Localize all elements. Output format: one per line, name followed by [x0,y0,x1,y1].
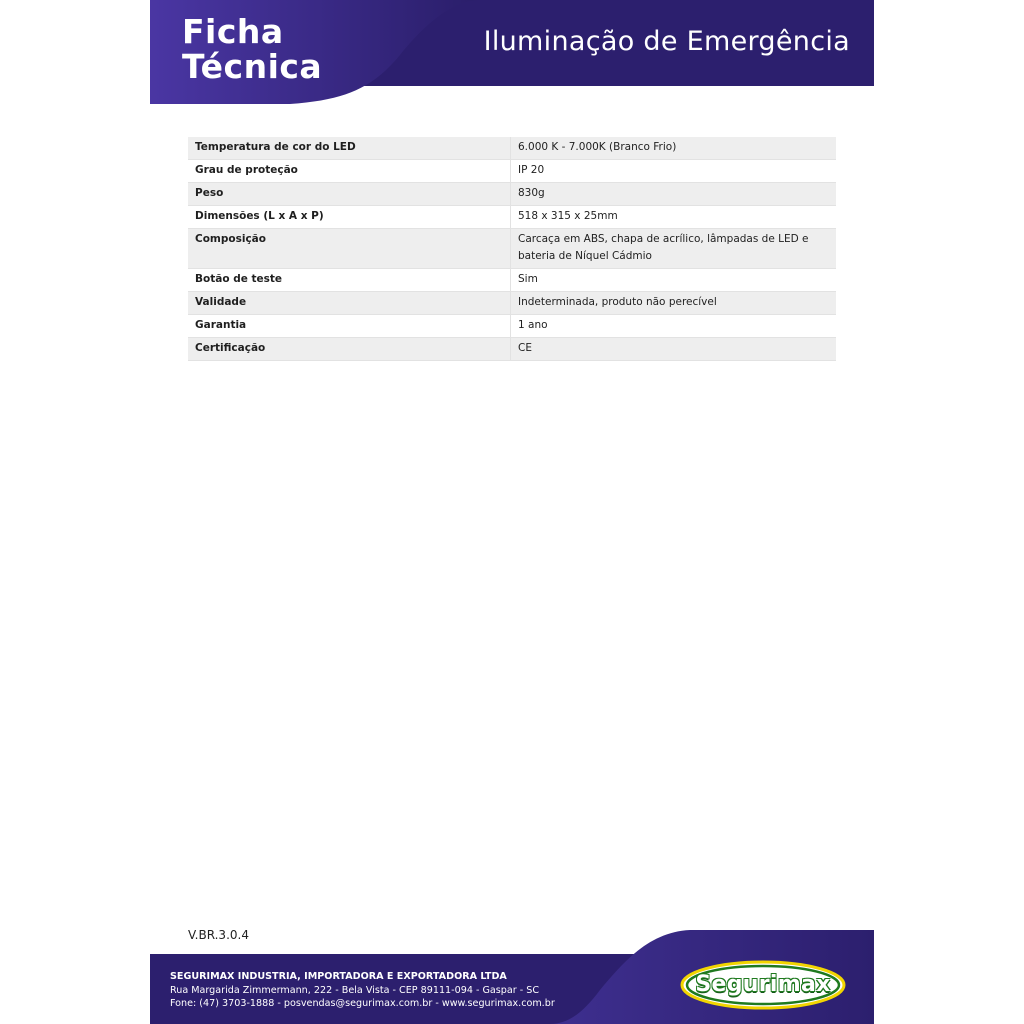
spec-row [188,338,836,361]
company-contact: Fone: (47) 3703-1888 - posvendas@segurimax.com.br - www.segurimax.com.br [170,998,555,1009]
spec-row [188,292,836,315]
header-banner [150,0,874,104]
spec-row [188,269,836,292]
spec-row [188,183,836,206]
spec-label: Certificação [188,338,511,361]
spec-row [188,137,836,160]
spec-label: Botão de teste [188,269,511,292]
footer-banner [150,930,874,1024]
spec-row [188,315,836,338]
spec-value: 6.000 K - 7.000K (Branco Frio) [511,137,837,160]
spec-value: CE [511,338,837,361]
spec-label: Garantia [188,315,511,338]
segurimax-logo [680,960,846,1010]
version-label: V.BR.3.0.4 [188,928,249,942]
spec-label: Temperatura de cor do LED [188,137,511,160]
company-info [170,970,555,1011]
spec-label: Composição [188,229,511,269]
logo-text: Segurimax [695,972,831,997]
spec-value: 518 x 315 x 25mm [511,206,837,229]
spec-value: 830g [511,183,837,206]
spec-value: Indeterminada, produto não perecível [511,292,837,315]
spec-value: Carcaça em ABS, chapa de acrílico, lâmpadas de LED e bateria de Níquel Cádmio [511,229,837,269]
brand-title-line2: Técnica [182,47,323,86]
document-title: Iluminação de Emergência [483,26,850,57]
brand-title-line1: Ficha [182,12,284,51]
spec-row [188,229,836,269]
spec-sheet-page [150,0,874,1024]
spec-row [188,160,836,183]
spec-value: 1 ano [511,315,837,338]
spec-label: Peso [188,183,511,206]
brand-title [182,14,322,84]
company-address: Rua Margarida Zimmermann, 222 - Bela Vista - CEP 89111-094 - Gaspar - SC [170,984,540,996]
spec-label: Dimensões (L x A x P) [188,206,511,229]
spec-value: IP 20 [511,160,837,183]
spec-table [188,137,836,361]
spec-label: Grau de proteção [188,160,511,183]
company-name: SEGURIMAX INDUSTRIA, IMPORTADORA E EXPORTADORA LTDA [170,971,507,982]
spec-row [188,206,836,229]
spec-value: Sim [511,269,837,292]
spec-label: Validade [188,292,511,315]
